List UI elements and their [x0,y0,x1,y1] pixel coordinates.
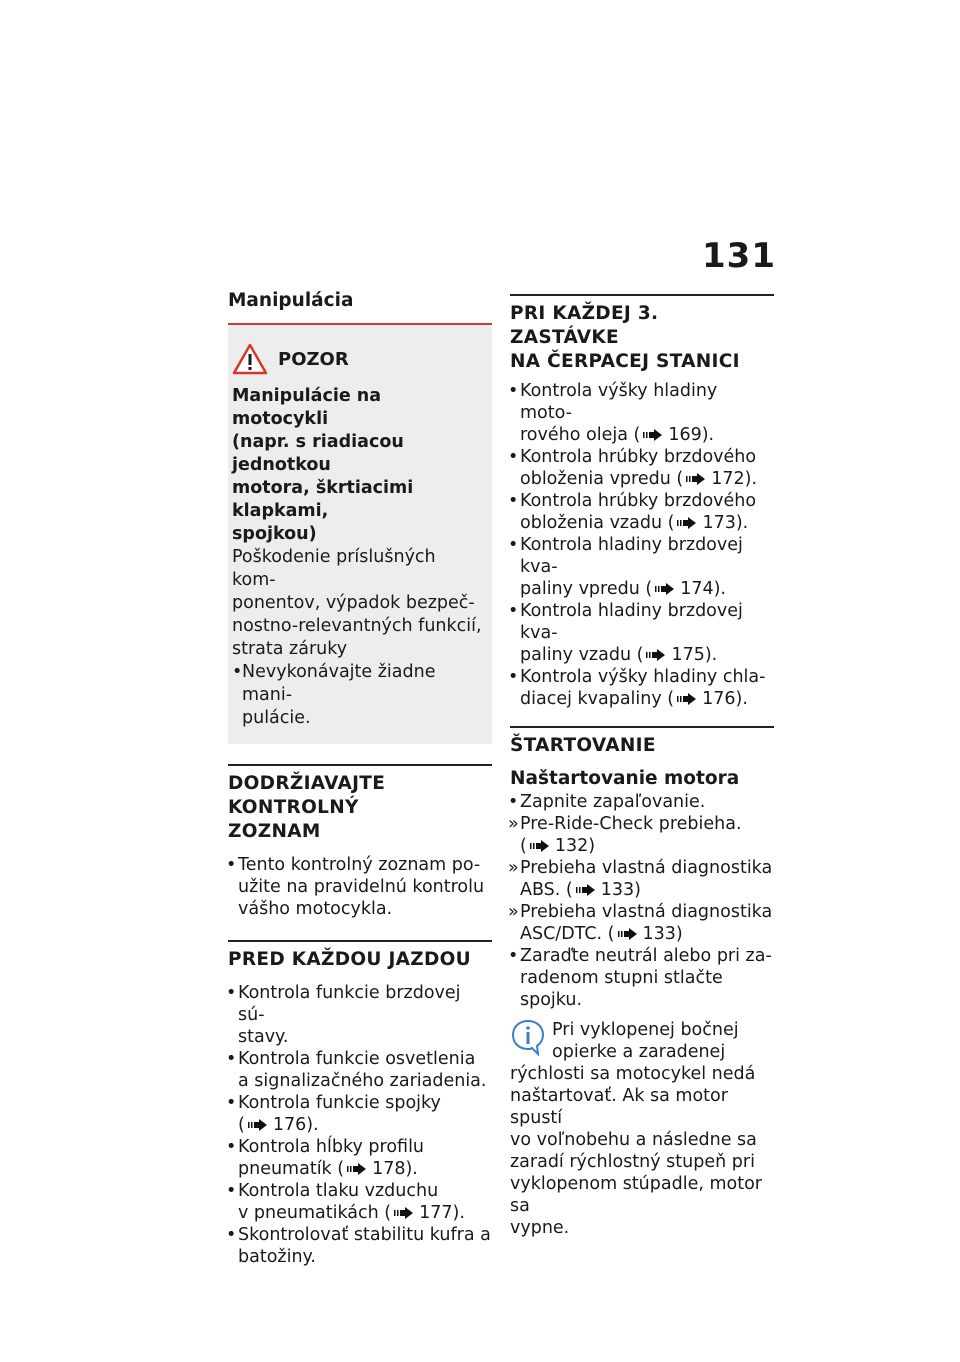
info-note [510,1019,774,1239]
list-item: • Kontrola hrúbky brzdového obloženia vzadu ( 173). [510,490,774,534]
list-item: » Prebieha vlastná diagnostika ABS. ( 133) [508,858,773,900]
page-reference[interactable]: ( 176). [238,1115,319,1135]
page-reference[interactable]: rového oleja ( 169). [520,425,715,445]
page-reference-arrow-icon [642,428,664,442]
list-item-line: stavy. [238,1027,289,1047]
procedure-steps [510,791,774,1011]
list-item-line: Kontrola výšky hladiny moto- [520,381,718,423]
list-item-line: radenom stupni stlačte spojku. [520,968,723,1010]
list-item-line: Skontrolovať stabilitu kufra a [238,1225,491,1245]
warning-heading-line: (napr. s riadiacou jednotkou [232,432,404,475]
warning-text-line: strata záruky [232,639,348,659]
list-item-line: Prebieha vlastná diagnostika [520,858,773,878]
bullet-marker: • [232,662,243,682]
warning-triangle-icon [232,343,268,375]
checklist [228,982,492,1268]
page-reference[interactable]: v pneumatikách ( 177). [238,1203,465,1223]
list-item-line: Kontrola funkcie osvetlenia [238,1049,476,1069]
page-reference-arrow-icon [645,648,667,662]
page-reference[interactable]: ABS. ( 133) [520,880,641,900]
warning-label: POZOR [278,348,349,370]
warning-text-line: ponentov, výpadok bezpeč- [232,593,475,613]
list-item: • Kontrola hladiny brzdovej kva- paliny vpredu ( 174). [510,534,774,600]
list-item-line: Kontrola tlaku vzduchu [238,1181,439,1201]
section-title [228,942,492,972]
section-title [510,296,774,374]
info-icon [510,1019,546,1057]
warning-text-line: Poškodenie príslušných kom- [232,547,436,590]
page-reference[interactable]: paliny vpredu ( 174). [520,579,726,599]
page-number: 131 [702,236,776,276]
page-reference[interactable]: diacej kvapaliny ( 176). [520,689,748,709]
list-item: • Kontrola tlaku vzduchu v pneumatikách ( 177). [228,1180,492,1224]
list-item: • Kontrola funkcie osvetlenia a signalizačného zariadenia. [228,1048,492,1092]
checklist [228,854,492,920]
page-reference[interactable]: obloženia vpredu ( 172). [520,469,758,489]
list-item: • Skontrolovať stabilitu kufra a batožiny. [226,1225,491,1267]
info-text-line: Pri vyklopenej bočnej [552,1020,739,1040]
page-reference-arrow-icon [247,1118,269,1132]
right-column [510,288,774,1239]
list-item-line: Kontrola hĺbky profilu [238,1137,425,1157]
list-item: • Kontrola výšky hladiny chla- diacej kvapaliny ( 176). [510,666,774,710]
warning-action [232,661,482,730]
list-item: • Kontrola funkcie spojky ( 176). [228,1092,492,1136]
section-subhead: Manipulácia [228,290,354,311]
list-item: • Kontrola funkcie brzdovej sú- stavy. [228,982,492,1048]
list-item: » Pre-Ride-Check prebieha. ( 132) [510,813,774,857]
list-item-line: Kontrola výšky hladiny chla- [520,667,766,687]
section-title [228,766,492,844]
page-reference[interactable]: paliny vzadu ( 175). [520,645,718,665]
warning-heading-line: Manipulácie na motocykli [232,386,382,429]
info-text-line: rýchlosti sa motocykel nedá [510,1064,756,1084]
info-text-line: vo voľnobehu a následne sa [510,1130,757,1150]
warning-heading [232,385,482,546]
list-item: • Kontrola hladiny brzdovej kva- paliny vzadu ( 175). [510,600,774,666]
list-item: • Zaraďte neutrál alebo pri za- radenom stupni stlačte spojku. [510,945,774,1011]
page-reference-arrow-icon [676,516,698,530]
info-text-line: zaradí rýchlostný stupeň pri [510,1152,755,1172]
list-item-line: užite na pravidelnú kontrolu [238,877,485,897]
page-reference-arrow-icon [617,927,639,941]
left-column [228,288,492,1268]
info-text-line: vypne. [510,1218,570,1238]
list-item: • Zapnite zapaľovanie. [510,791,774,813]
page-reference-arrow-icon [685,472,707,486]
list-item: • Kontrola výšky hladiny moto- rového oleja ( 169). [510,380,774,446]
warning-box [228,325,492,744]
section-title-line: NA ČERPACEJ STANICI [510,351,740,372]
page-reference-arrow-icon [676,692,698,706]
list-item-line: Zaraďte neutrál alebo pri za- [520,946,772,966]
page-reference[interactable]: ASC/DTC. ( 133) [520,924,683,944]
page-reference[interactable]: ( 132) [520,836,596,856]
page-reference[interactable]: pneumatík ( 178). [238,1159,418,1179]
list-item-line: Tento kontrolný zoznam po- [238,855,481,875]
warning-heading-line: motora, škrtiacimi klapkami, [232,478,414,521]
list-item-line: Kontrola hladiny brzdovej kva- [520,601,743,643]
list-item-line: Zapnite zapaľovanie. [520,792,706,812]
warning-title [232,343,482,375]
list-item: • Kontrola hrúbky brzdového obloženia vpredu ( 172). [510,446,774,490]
warning-action-line: Nevykonávajte žiadne mani- [242,662,436,705]
section-subhead: Naštartovanie motora [510,768,740,789]
list-item: • Kontrola hĺbky profilu pneumatík ( 178). [228,1136,492,1180]
page-reference-arrow-icon [393,1206,415,1220]
warning-text-line: nostno-relevantných funkcií, [232,616,482,636]
list-item-line: Pre-Ride-Check prebieha. [520,814,742,834]
section-title-line: DODRŽIAVAJTE KONTROLNÝ [228,773,386,818]
section-title: ŠTARTOVANIE [510,735,656,756]
section-title-line: ZOZNAM [228,821,321,842]
list-item-line: a signalizačného zariadenia. [238,1071,487,1091]
list-item-line: vášho motocykla. [238,899,393,919]
checklist [510,380,774,710]
warning-consequence [232,546,482,661]
warning-action-line: pulácie. [242,708,311,728]
list-item-line: Kontrola funkcie brzdovej sú- [238,983,461,1025]
page-reference-arrow-icon [575,883,597,897]
section-title-line: PRED KAŽDOU JAZDOU [228,949,471,970]
page-reference-arrow-icon [654,582,676,596]
info-text-line: opierke a zaradenej [552,1042,726,1062]
page-reference-arrow-icon [529,839,551,853]
page-reference-arrow-icon [346,1162,368,1176]
page-reference[interactable]: obloženia vzadu ( 173). [520,513,749,533]
list-item-line: Kontrola hrúbky brzdového [520,447,757,467]
list-item-line: batožiny. [238,1247,316,1267]
info-text-line: vyklopenom stúpadle, motor sa [510,1174,762,1216]
list-item: » Prebieha vlastná diagnostika ASC/DTC. ( 133) [508,902,773,944]
warning-heading-line: spojkou) [232,524,317,544]
list-item-line: Kontrola hrúbky brzdového [520,491,757,511]
section-title-line: PRI KAŽDEJ 3. ZASTÁVKE [510,303,659,348]
list-item-line: Prebieha vlastná diagnostika [520,902,773,922]
list-item-line: Kontrola funkcie spojky [238,1093,441,1113]
info-text-line: naštartovať. Ak sa motor spustí [510,1086,728,1128]
list-item: • Tento kontrolný zoznam po- užite na pravidelnú kontrolu vášho motocykla. [228,854,492,920]
list-item-line: Kontrola hladiny brzdovej kva- [520,535,743,577]
